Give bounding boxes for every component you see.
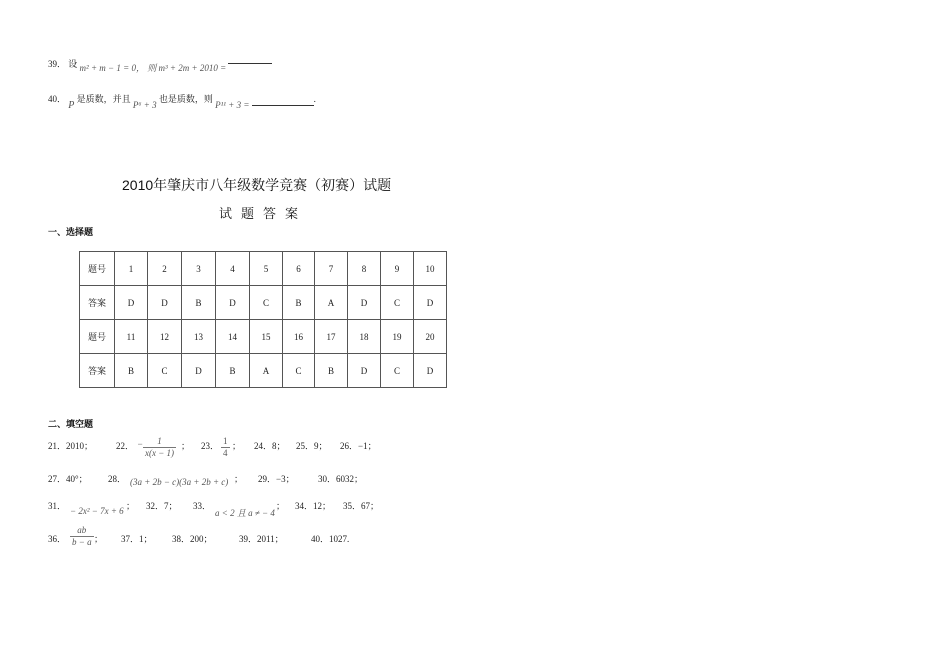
table-row <box>80 286 447 320</box>
table-cell: 4 <box>216 252 250 286</box>
answer-27: 27．40°； <box>48 474 88 484</box>
answer-30: 30．6032； <box>318 474 364 484</box>
table-cell: 15 <box>250 320 283 354</box>
minus-sign: − <box>137 439 144 449</box>
table-cell: B <box>182 286 216 320</box>
table-cell: D <box>182 354 216 388</box>
punctuation: ； <box>126 501 136 511</box>
table-cell: 2 <box>148 252 182 286</box>
table-cell: 3 <box>182 252 216 286</box>
punctuation: ； <box>181 441 191 451</box>
table-cell: B <box>115 354 148 388</box>
answer-blank <box>252 105 314 106</box>
question-text: 也是质数，则 <box>158 94 213 104</box>
expression: P⁶ + 3 <box>132 100 157 110</box>
table-cell: D <box>348 286 381 320</box>
answer-blank <box>228 63 272 64</box>
expression-28: (3a + 2b − c)(3a + 2b + c) <box>130 477 229 487</box>
table-cell: C <box>283 354 315 388</box>
answer-24: 24．8； <box>254 441 286 451</box>
page-title: 2010年肇庆市八年级数学竞赛（初赛）试题 <box>122 177 392 193</box>
table-cell: 1 <box>115 252 148 286</box>
punctuation: ； <box>94 534 104 544</box>
table-cell: C <box>381 354 414 388</box>
table-cell: B <box>283 286 315 320</box>
answer-28-label: 28． <box>108 474 127 484</box>
table-cell: 18 <box>348 320 381 354</box>
punctuation: ； <box>276 501 286 511</box>
table-row <box>80 354 447 388</box>
table-cell: 17 <box>315 320 348 354</box>
punctuation: ； <box>232 441 242 451</box>
expression-31: − 2x² − 7x + 6 <box>70 506 124 516</box>
answer-21: 21．2010； <box>48 441 94 451</box>
answer-31-label: 31． <box>48 501 67 511</box>
table-cell: 9 <box>381 252 414 286</box>
equation: m² + m − 1 = 0， <box>79 63 145 73</box>
table-cell: C <box>148 354 182 388</box>
row-header-cell: 答案 <box>80 286 115 320</box>
answer-table <box>79 251 447 388</box>
table-row <box>80 252 447 286</box>
fraction-23 <box>221 436 230 459</box>
section-heading-fill: 二、填空题 <box>48 419 94 429</box>
answer-36-label: 36． <box>48 534 67 544</box>
answer-40: 40．1027. <box>311 534 350 544</box>
fraction-36 <box>70 525 94 548</box>
table-cell: 16 <box>283 320 315 354</box>
numerator: 1 <box>223 436 228 446</box>
variable-p: P <box>68 100 75 111</box>
fraction-22 <box>143 436 176 459</box>
answer-26: 26．−1； <box>340 441 377 451</box>
table-cell: D <box>216 286 250 320</box>
section-heading-choice: 一、选择题 <box>48 227 94 237</box>
answer-37: 37．1； <box>121 534 153 544</box>
table-cell: B <box>315 354 348 388</box>
table-cell: C <box>381 286 414 320</box>
denominator: b − a <box>72 537 92 547</box>
question-text: 则 <box>147 63 157 73</box>
table-cell: 12 <box>148 320 182 354</box>
table-cell: 14 <box>216 320 250 354</box>
answer-25: 25．9； <box>296 441 328 451</box>
expression: P¹¹ + 3 = <box>215 100 250 110</box>
answer-34: 34．12； <box>295 501 332 511</box>
answer-32: 32．7； <box>146 501 178 511</box>
expression-33: a < 2 且 a ≠ − 4 <box>215 508 275 518</box>
table-cell: C <box>250 286 283 320</box>
table-cell: D <box>148 286 182 320</box>
answer-23-label: 23． <box>201 441 220 451</box>
table-cell: A <box>315 286 348 320</box>
table-cell: D <box>115 286 148 320</box>
question-40 <box>48 92 316 111</box>
table-row <box>80 320 447 354</box>
numerator: ab <box>70 525 94 537</box>
denominator: x(x − 1) <box>145 448 175 458</box>
question-39 <box>48 57 272 73</box>
question-number: 40． <box>48 94 67 104</box>
answer-35: 35．67； <box>343 501 380 511</box>
answer-22-label: 22． <box>116 441 135 451</box>
question-number: 39． <box>48 59 67 69</box>
answer-38: 38．200； <box>172 534 213 544</box>
table-cell: 6 <box>283 252 315 286</box>
table-cell: 10 <box>414 252 447 286</box>
question-text: 设 <box>68 59 78 69</box>
answer-29: 29．−3； <box>258 474 295 484</box>
denominator: 4 <box>223 448 228 458</box>
expression: m³ + 2m + 2010 = <box>158 63 227 73</box>
table-cell: A <box>250 354 283 388</box>
row-header-cell: 题号 <box>80 252 115 286</box>
table-cell: 7 <box>315 252 348 286</box>
row-header-cell: 答案 <box>80 354 115 388</box>
table-cell: 5 <box>250 252 283 286</box>
punctuation: ； <box>234 474 244 484</box>
punctuation: . <box>313 94 316 104</box>
question-text: 是质数，并且 <box>76 94 131 104</box>
table-cell: 11 <box>115 320 148 354</box>
answer-33-label: 33． <box>193 501 212 511</box>
table-cell: 8 <box>348 252 381 286</box>
table-cell: D <box>414 286 447 320</box>
table-cell: B <box>216 354 250 388</box>
row-header-cell: 题号 <box>80 320 115 354</box>
table-cell: D <box>414 354 447 388</box>
table-cell: 13 <box>182 320 216 354</box>
page-subtitle: 试题答案 <box>219 206 308 221</box>
table-cell: 19 <box>381 320 414 354</box>
table-cell: D <box>348 354 381 388</box>
answer-39: 39．2011； <box>239 534 284 544</box>
table-cell: 20 <box>414 320 447 354</box>
numerator: 1 <box>143 436 176 448</box>
